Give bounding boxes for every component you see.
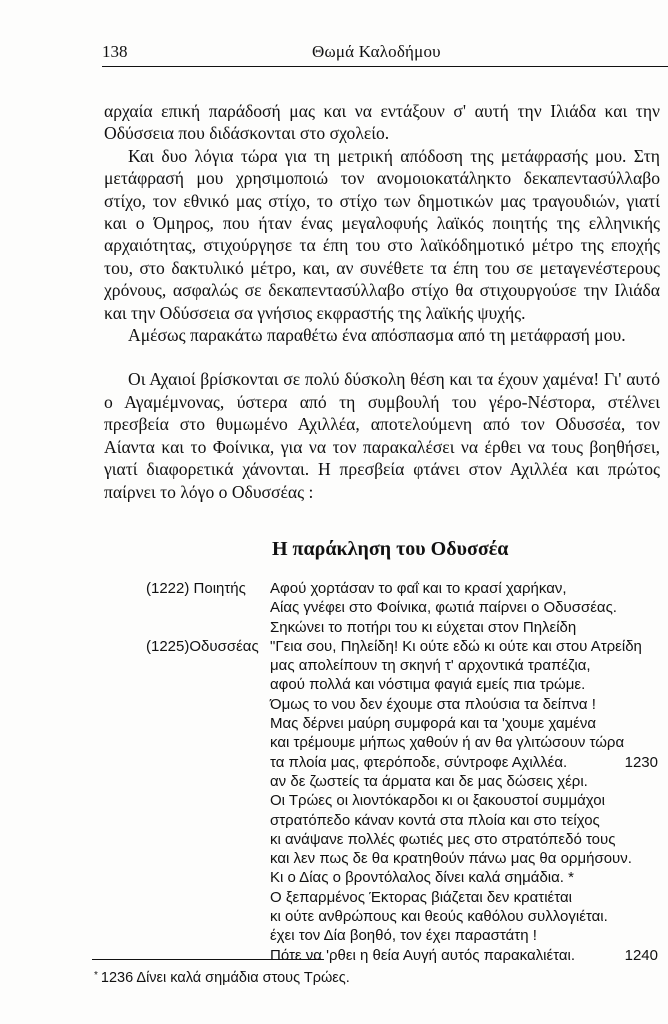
body-text [104, 100, 660, 503]
poem-line [146, 772, 658, 791]
poem-verse: μας απολείπουν τη σκηνή τ' αρχοντικά τραπέζια, [270, 657, 591, 675]
paragraph-1: αρχαία επική παράδοσή μας και να εντάξουν σ' αυτή την Ιλιάδα και την Οδύσσεια που διδάσκονται στο σχολείο. [104, 101, 660, 144]
running-head: Θωμά Καλοδήμου [312, 42, 441, 61]
poem-speaker: (1222) Ποιητής [146, 580, 246, 597]
footnote [94, 970, 350, 986]
poem-line [146, 753, 658, 772]
poem-verse: Αφού χορτάσαν το φαΐ και το κρασί χαρήκαν, [270, 580, 567, 597]
poem-verse: τα πλοία μας, φτερόποδε, σύντροφε Αχιλλέα. [270, 753, 568, 771]
poem-speaker: (1225)Οδυσσέας [146, 637, 259, 655]
paragraph-gap [104, 346, 660, 368]
poem-verse: Όμως το νου δεν έχουμε στα πλούσια τα δείπνα ! [270, 695, 596, 713]
poem-line [146, 946, 658, 965]
poem-verse: Μας δέρνει μαύρη συμφορά και τα 'χουμε χαμένα [270, 715, 596, 733]
poem-line [146, 849, 658, 868]
poem-line [146, 907, 658, 926]
poem-line [146, 579, 658, 598]
poem-line-number: 1230 [624, 753, 658, 771]
poem-verse: Αίας γνέφει στο Φοίνικα, φωτιά παίρνει ο Οδυσσέας. [270, 599, 617, 617]
page-number: 138 [102, 42, 128, 61]
poem-line [146, 656, 658, 675]
poem-verse: και τρέμουμε μήπως χαθούν ή αν θα γλιτώσουν τώρα [270, 734, 625, 752]
page-header [102, 42, 668, 68]
poem-line [146, 926, 658, 945]
poem-verse: Σηκώνει το ποτήρι του κι εύχεται στον Πηλείδη [270, 618, 577, 636]
poem-line [146, 733, 658, 752]
poem-line [146, 675, 658, 694]
paragraph-3: Αμέσως παρακάτω παραθέτω ένα απόσπασμα από τη μετάφρασή μου. [128, 325, 626, 346]
section-title: Η παράκληση του Οδυσσέα [272, 538, 509, 560]
poem-verse: κι ούτε ανθρώπους και θεούς καθόλου συλλογιέται. [270, 908, 608, 926]
poem-verse: "Γεια σου, Πηλείδη! Κι ούτε εδώ κι ούτε και στου Ατρείδη [270, 637, 642, 655]
poem-verse: στρατόπεδο κάναν κοντά στα πλοία και στο τείχος [270, 811, 600, 829]
poem-line [146, 598, 658, 617]
header-rule [102, 66, 668, 67]
footnote-text: 1236 Δίνει καλά σημάδια στους Τρώες. [100, 970, 350, 986]
poem-verse: κι ανάψανε πολλές φωτιές μες στο στρατόπεδό τους [270, 830, 616, 848]
poem-line [146, 811, 658, 830]
poem-verse: Ο ξεπαρμένος Έκτορας βιάζεται δεν κρατιέται [270, 888, 572, 906]
poem-line [146, 868, 658, 887]
poem-line [146, 888, 658, 907]
paragraph-4: Οι Αχαιοί βρίσκονται σε πολύ δύσκολη θέση και τα έχουν χαμένα! Γι' αυτό ο Αγαμέμνονας, ύστερα από τη συμβουλή του γέρο-Νέστορα, στέλνει πρεσβεία στο θυμωμένο Αχιλλέα, αποτελούμενη από τον Οδυσσέα, τον Αίαντα και το Φοίνικα, για να τον παρακαλέσει να έρθει να τους βοηθήσει, γιατί διαφορετικά χάνονται. Η πρεσβεία φτάνει στον Αχιλλέα και πρώτος παίρνει το λόγο ο Οδυσσέας : [104, 369, 660, 502]
paragraph-2: Και δυο λόγια τώρα για τη μετρική απόδοση της μετάφρασής μου. Στη μετάφρασή μου χρησιμοποιώ τον ανομοιοκατάληκτο δεκαπεντασύλλαβο στίχο, τον εθνικό μας στίχο, το στίχο των δημοτικών μας τραγουδιών, γιατί και ο Όμηρος, που ήταν ένας μεγαλοφυής λαϊκός ποιητής της ελληνικής αρχαιότητας, στιχούργησε τα έπη του στο λαϊκόδημοτικό μέτρο της εποχής του, στο δακτυλικό μέτρο, και, αν συνέθετε τα έπη του σε μεταγενέστερους χρόνους, ασφαλώς σε δεκαπεντασύλλαβο στίχο θα στιχουργούσε την Ιλιάδα και την Οδύσσεια σα γνήσιος εκφραστής της λαϊκής ψυχής. [104, 145, 660, 323]
poem-verse: έχει τον Δία βοηθό, τον έχει παραστάτη ! [270, 927, 537, 945]
poem-line [146, 618, 658, 637]
poem-line [146, 830, 658, 849]
footnote-rule [92, 959, 324, 960]
poem-line-number: 1240 [624, 946, 658, 964]
poem-line [146, 637, 658, 656]
poem-line [146, 791, 658, 810]
poem-line [146, 695, 658, 714]
poem-excerpt [146, 579, 658, 965]
poem-verse: Κι ο Δίας ο βροντόλαλος δίνει καλά σημάδια. * [270, 869, 574, 887]
footnote-mark: * [94, 970, 98, 981]
poem-verse: Οι Τρώες οι λιοντόκαρδοι κι οι ξακουστοί συμμάχοι [270, 792, 605, 810]
poem-verse: αφού πολλά και νόστιμα φαγιά εμείς πια τρώμε. [270, 676, 586, 694]
poem-verse: Πότε να 'ρθει η θεία Αυγή αυτός παρακαλιέται. [270, 946, 576, 964]
poem-line [146, 714, 658, 733]
poem-verse: αν δε ζωστείς τα άρματα και δε μας δώσεις χέρι. [270, 772, 588, 790]
poem-verse: και λεν πως δε θα κρατηθούν πάνω μας θα ορμήσουν. [270, 850, 632, 868]
